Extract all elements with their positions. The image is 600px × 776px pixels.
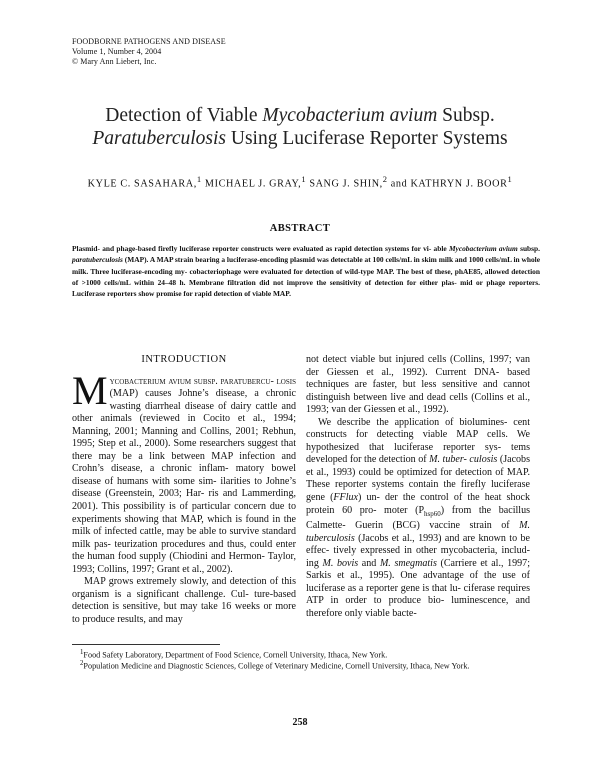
author-list bbox=[30, 174, 570, 189]
drop-cap: M bbox=[72, 367, 108, 413]
footnote-1: $^1$Food Safety Laboratory, Department of Food Science, Cornell University, Ithaca, New York. bbox=[80, 649, 388, 660]
author-affiliation: 2 bbox=[382, 174, 388, 184]
abstract-heading: ABSTRACT bbox=[269, 223, 331, 234]
footnote-2: $^2$Population Medicine and Diagnostic Sciences, College of Veterinary Medicine, Cornell University, Ithaca, New York. bbox=[80, 660, 470, 671]
author: MICHAEL J. GRAY, bbox=[201, 178, 302, 190]
author-affiliation: 1 bbox=[507, 174, 513, 184]
abstract-body: Plasmid- and phage-based firefly luciferase reporter constructs were evaluated as rapid detection systems for vi- able Mycobacterium avium subsp. paratuberculosis (MAP). A MAP strain bearing a luciferase-encoding plasmid was detectable at 100 cells/mL in skim milk and 1000 cells/mL in whole milk. Three luciferase-encoding my- cobacteriophage were evaluated for detection of wild-type MAP. The best of these, phAE85, allowed detection of >1000 cells/mL within 24–48 h. Membrane filtration did not improve the sensitivity of detection for either plas- mid or phage reporters. Luciferase reporters show promise for rapid detection of viable MAP. bbox=[72, 244, 540, 299]
page-number: 258 bbox=[292, 717, 308, 728]
left-column bbox=[72, 354, 296, 626]
author: SANG J. SHIN, bbox=[306, 178, 383, 190]
author-affiliation: 1 bbox=[196, 174, 202, 184]
intro-paragraph: We describe the application of biolumines- cent constructs for detecting viable MAP cells. We hypothesized that luciferase reporter sys- tems developed for the detection of M. tuber- culosis (Jacobs et al., 1993) could be optimized for detection of MAP. These reporter systems contain the firefly luciferase gene (FFlux) un- der the control of the heat shock protein 60 pro- moter $(P_{hsp60})$ from the bacillus Calmette- Guerin (BCG) vaccine strain of M. tuberculosis (Jacobs et al., 1993) and are known to be effec- tively expressed in other mycobacteria, includ- ing M. bovis and M. smegmatis (Carriere et al., 1997; Sarkis et al., 1995). One advantage of the use of luciferase as a reporter gene is that lu- ciferase requires ATP in order to produce bio- luminescence, and therefore only viable bacte- bbox=[306, 416, 530, 619]
section-heading-introduction: INTRODUCTION bbox=[141, 354, 227, 365]
author-affiliation: 1 bbox=[301, 174, 307, 184]
intro-paragraph: not detect viable but injured cells (Collins, 1997; van der Giessen et al., 1992). Current DNA- based techniques are faster, but less sensitive and cannot distinguish between live and dead cells (Collins et al., 1993; van der Giessen et al., 1992). bbox=[306, 354, 530, 416]
right-column bbox=[306, 354, 530, 620]
journal-volume: Volume 1, Number 4, 2004 bbox=[72, 47, 162, 56]
intro-paragraph: Mycobacterium avium subsp. paratubercu- losis (MAP) causes Johne’s disease, a chronic wasting diarrheal disease of dairy cattle and other animals (reviewed in Cocito et al., 1994; Manning, 2001; Manning and Collins, 2001; Rebhun, 1995; Step et al., 2000). Some researchers suggest that there may be a link between MAP infection and Crohn’s disease, a chronic inflam- matory bowel disease of humans with some sim- ilarities to Johne’s disease (Greenstein, 2003; Har- ris and Lammerding, 2001). This possibility is of particular concern due to experiments showing that MAP, which is found in the milk of infected cattle, may be able to survive standard milk pas- teurization procedures and thus, could enter the human food supply (Chiodini and Hermon- Taylor, 1993; Collins, 1997; Grant et al., 2002). bbox=[72, 367, 296, 575]
intro-paragraph: MAP grows extremely slowly, and detection of this organism is a significant challenge. Cul- ture-based detection is sensitive, but may take 16 weeks or more to produce results, and may bbox=[72, 576, 296, 625]
author: and KATHRYN J. BOOR bbox=[387, 178, 508, 190]
author: KYLE C. SASAHARA, bbox=[87, 178, 197, 190]
journal-header bbox=[72, 37, 226, 67]
journal-copyright: © Mary Ann Liebert, Inc. bbox=[72, 57, 157, 66]
footnote-divider bbox=[72, 644, 220, 645]
journal-name: FOODBORNE PATHOGENS AND DISEASE bbox=[72, 37, 226, 46]
article-title: Detection of Viable Mycobacterium avium Subsp. Paratuberculosis Using Luciferase Reporter Systems bbox=[92, 105, 508, 149]
